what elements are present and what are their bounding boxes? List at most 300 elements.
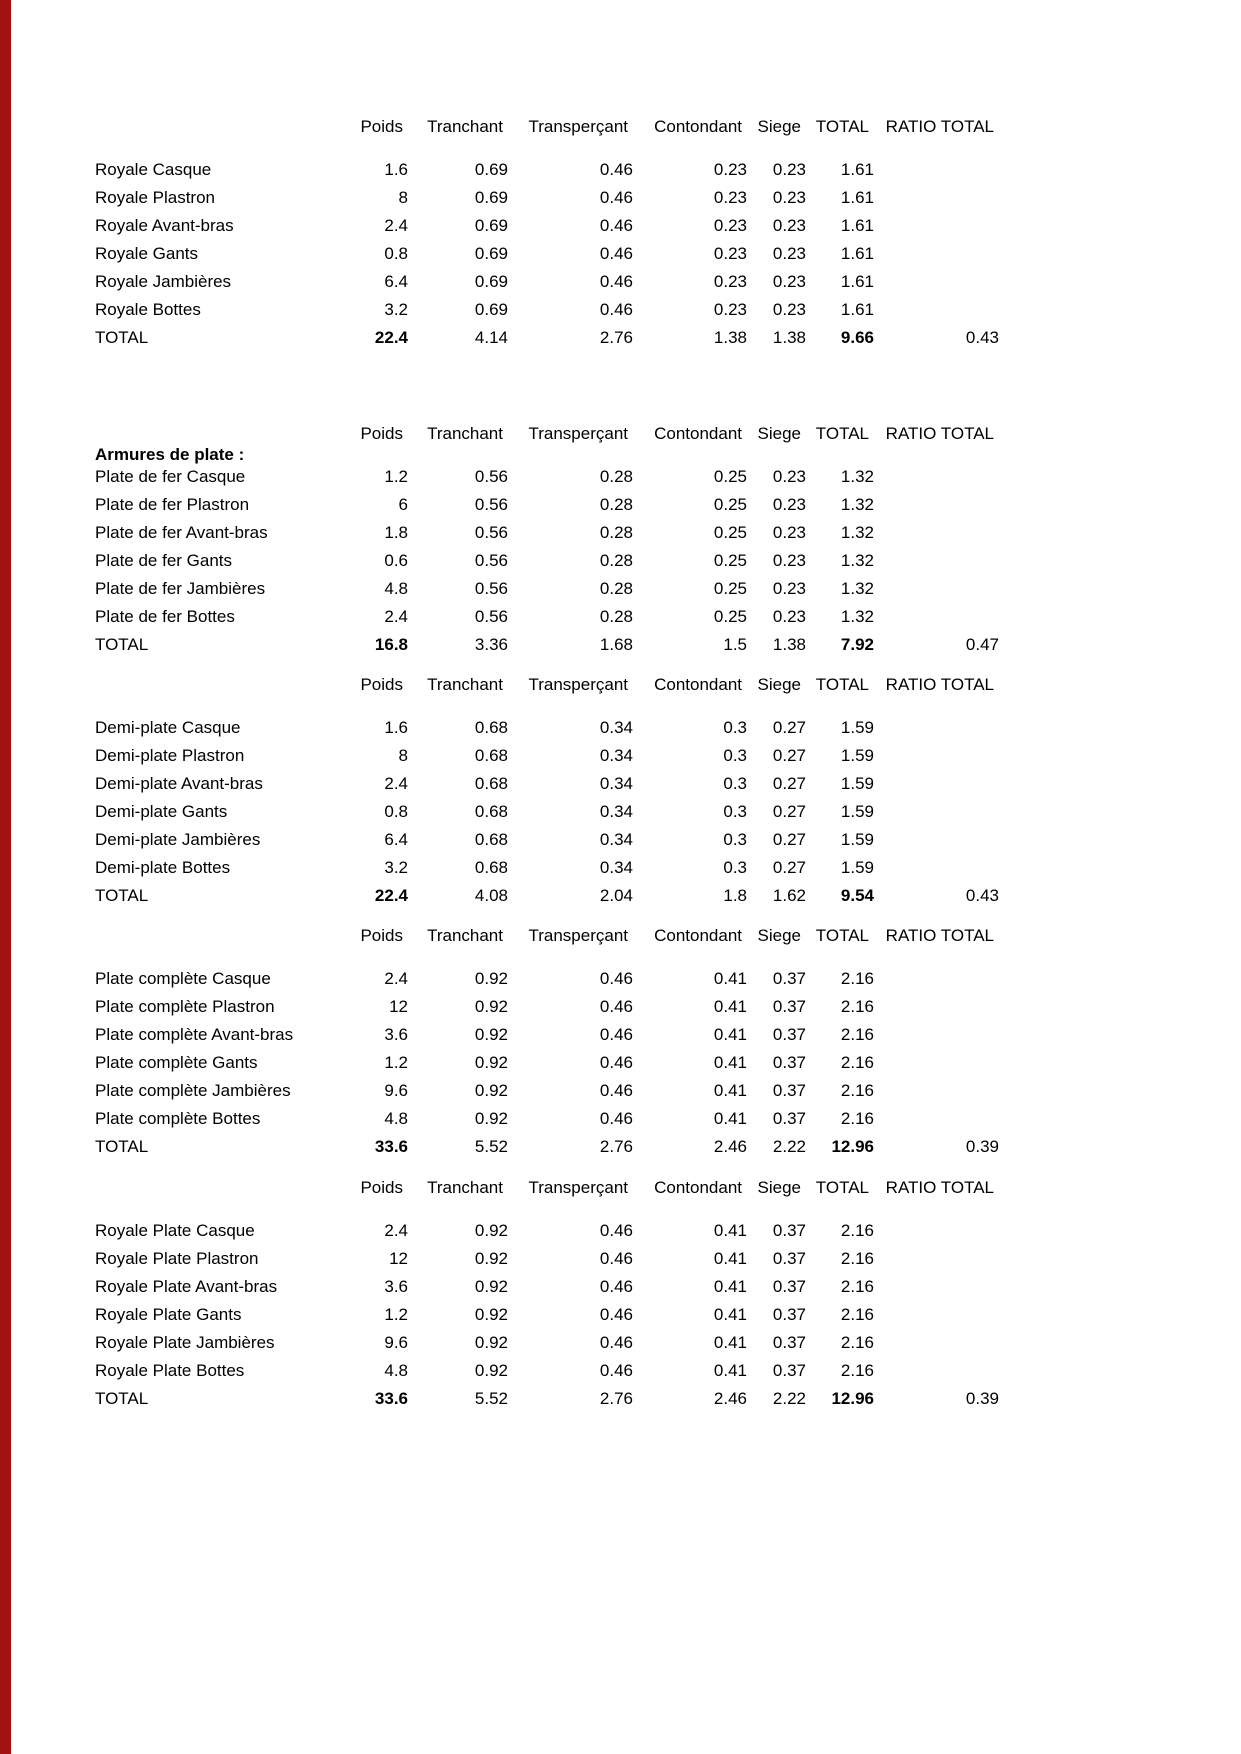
tranchant-cell: 0.92	[474, 997, 508, 1016]
column-header-total: TOTAL	[815, 675, 869, 694]
total-cell: 1.32	[840, 523, 874, 542]
ratio-total-cell	[874, 268, 999, 296]
siege-cell: 0.23	[772, 579, 806, 598]
total-row	[95, 1385, 999, 1413]
total-cell: 2.16	[840, 997, 874, 1016]
siege-cell: 0.27	[772, 718, 806, 737]
total-cell: 12.96	[831, 1137, 874, 1156]
row-label: Plate de fer Bottes	[95, 607, 235, 626]
ratio-total-cell	[874, 826, 999, 854]
total-cell: 1.61	[840, 160, 874, 179]
tranchant-cell: 0.56	[474, 579, 508, 598]
ratio-total-cell	[874, 742, 999, 770]
total-cell: 2.16	[840, 1221, 874, 1240]
table-row	[95, 463, 999, 491]
tranchant-cell: 0.92	[474, 1053, 508, 1072]
transpercant-cell: 0.46	[599, 1053, 633, 1072]
table-row	[95, 1105, 999, 1133]
total-cell: 1.61	[840, 216, 874, 235]
column-header-contondant: Contondant	[654, 675, 742, 694]
total-cell: 2.16	[840, 1053, 874, 1072]
total-cell: 1.32	[840, 579, 874, 598]
poids-cell: 2.4	[384, 216, 408, 235]
contondant-cell: 0.23	[713, 216, 747, 235]
column-header-contondant: Contondant	[654, 926, 742, 945]
tranchant-cell: 0.68	[474, 858, 508, 877]
contondant-cell: 0.41	[713, 997, 747, 1016]
tranchant-cell: 5.52	[474, 1389, 508, 1408]
tranchant-cell: 0.68	[474, 746, 508, 765]
sheet-content	[95, 0, 999, 1413]
ratio-total-cell	[874, 547, 999, 575]
total-cell: 2.16	[840, 1361, 874, 1380]
ratio-total-cell	[874, 575, 999, 603]
poids-cell: 2.4	[384, 1221, 408, 1240]
transpercant-cell: 0.46	[599, 300, 633, 319]
poids-cell: 22.4	[374, 328, 408, 347]
total-cell: 12.96	[831, 1389, 874, 1408]
siege-cell: 1.38	[772, 635, 806, 654]
total-row	[95, 1133, 999, 1161]
poids-cell: 4.8	[384, 579, 408, 598]
poids-cell: 1.6	[384, 718, 408, 737]
table-row	[95, 603, 999, 631]
column-header-total: TOTAL	[815, 926, 869, 945]
column-header-transpercant: Transperçant	[528, 926, 628, 945]
column-header-row	[95, 113, 999, 141]
tranchant-cell: 0.92	[474, 1333, 508, 1352]
transpercant-cell: 0.28	[599, 495, 633, 514]
column-header-poids: Poids	[360, 675, 403, 694]
table-row	[95, 1329, 999, 1357]
tranchant-cell: 0.68	[474, 830, 508, 849]
contondant-cell: 0.41	[713, 1053, 747, 1072]
row-label: TOTAL	[95, 1389, 149, 1408]
armor-table-royale-plate	[95, 1174, 999, 1413]
ratio-total-cell	[874, 1105, 999, 1133]
left-red-stripe	[0, 0, 11, 1754]
column-header-ratio-total: RATIO TOTAL	[885, 1178, 994, 1197]
ratio-total-cell: 0.39	[965, 1389, 999, 1408]
column-header-tranchant: Tranchant	[427, 926, 503, 945]
contondant-cell: 0.23	[713, 272, 747, 291]
total-cell: 2.16	[840, 1081, 874, 1100]
row-label: Royale Bottes	[95, 300, 201, 319]
section-label: Armures de plate :	[95, 445, 245, 464]
contondant-cell: 0.23	[713, 160, 747, 179]
transpercant-cell: 0.46	[599, 1333, 633, 1352]
row-label: Royale Gants	[95, 244, 198, 263]
poids-cell: 12	[389, 997, 408, 1016]
transpercant-cell: 0.46	[599, 216, 633, 235]
ratio-total-cell	[874, 1357, 999, 1385]
tranchant-cell: 4.14	[474, 328, 508, 347]
siege-cell: 0.23	[772, 523, 806, 542]
total-cell: 2.16	[840, 1249, 874, 1268]
contondant-cell: 1.8	[723, 886, 747, 905]
tranchant-cell: 0.92	[474, 1305, 508, 1324]
contondant-cell: 1.5	[723, 635, 747, 654]
table-row	[95, 156, 999, 184]
siege-cell: 1.62	[772, 886, 806, 905]
contondant-cell: 0.25	[713, 579, 747, 598]
siege-cell: 0.27	[772, 858, 806, 877]
total-cell: 2.16	[840, 1277, 874, 1296]
contondant-cell: 0.3	[723, 858, 747, 877]
poids-cell: 0.8	[384, 244, 408, 263]
poids-cell: 3.6	[384, 1277, 408, 1296]
row-label: Plate de fer Gants	[95, 551, 233, 570]
row-label: Royale Avant-bras	[95, 216, 234, 235]
transpercant-cell: 0.34	[599, 858, 633, 877]
column-header-siege: Siege	[757, 675, 801, 694]
poids-cell: 2.4	[384, 969, 408, 988]
row-label: Plate de fer Casque	[95, 467, 246, 486]
table-rows	[95, 714, 999, 910]
tranchant-cell: 0.69	[474, 272, 508, 291]
total-cell: 1.32	[840, 607, 874, 626]
ratio-total-cell	[874, 1245, 999, 1273]
poids-cell: 1.2	[384, 1305, 408, 1324]
tranchant-cell: 0.56	[474, 523, 508, 542]
section-label-row	[95, 1202, 999, 1217]
total-cell: 9.54	[840, 886, 874, 905]
poids-cell: 33.6	[374, 1137, 408, 1156]
poids-cell: 8	[398, 188, 408, 207]
column-header-siege: Siege	[757, 926, 801, 945]
table-row	[95, 854, 999, 882]
column-header-transpercant: Transperçant	[528, 675, 628, 694]
table-row	[95, 519, 999, 547]
row-label: Royale Plate Avant-bras	[95, 1277, 278, 1296]
poids-cell: 9.6	[384, 1081, 408, 1100]
tranchant-cell: 0.92	[474, 1361, 508, 1380]
transpercant-cell: 0.28	[599, 467, 633, 486]
contondant-cell: 0.25	[713, 467, 747, 486]
ratio-total-cell: 0.43	[965, 886, 999, 905]
row-label: Plate complète Plastron	[95, 997, 275, 1016]
row-label: Plate complète Casque	[95, 969, 271, 988]
row-label: TOTAL	[95, 635, 149, 654]
siege-cell: 0.37	[772, 1277, 806, 1296]
siege-cell: 0.37	[772, 997, 806, 1016]
transpercant-cell: 0.34	[599, 802, 633, 821]
column-header-total: TOTAL	[815, 424, 869, 443]
table-row	[95, 212, 999, 240]
tranchant-cell: 0.56	[474, 551, 508, 570]
table-row	[95, 1273, 999, 1301]
tranchant-cell: 4.08	[474, 886, 508, 905]
row-label: Royale Plate Plastron	[95, 1249, 259, 1268]
siege-cell: 0.37	[772, 969, 806, 988]
siege-cell: 2.22	[772, 1389, 806, 1408]
table-row	[95, 826, 999, 854]
siege-cell: 0.37	[772, 1221, 806, 1240]
ratio-total-cell	[874, 770, 999, 798]
column-header-siege: Siege	[757, 117, 801, 136]
ratio-total-cell	[874, 714, 999, 742]
table-row	[95, 1049, 999, 1077]
table-rows	[95, 463, 999, 659]
siege-cell: 0.37	[772, 1333, 806, 1352]
ratio-total-cell	[874, 491, 999, 519]
row-label: Royale Plastron	[95, 188, 216, 207]
transpercant-cell: 0.28	[599, 607, 633, 626]
table-row	[95, 1301, 999, 1329]
tranchant-cell: 0.92	[474, 1025, 508, 1044]
row-label: Demi-plate Avant-bras	[95, 774, 263, 793]
ratio-total-cell	[874, 212, 999, 240]
siege-cell: 0.27	[772, 802, 806, 821]
total-cell: 2.16	[840, 969, 874, 988]
total-cell: 1.61	[840, 188, 874, 207]
column-header-tranchant: Tranchant	[427, 117, 503, 136]
tranchant-cell: 0.69	[474, 160, 508, 179]
total-cell: 1.61	[840, 272, 874, 291]
table-row	[95, 1245, 999, 1273]
column-header-transpercant: Transperçant	[528, 1178, 628, 1197]
armor-table-plate-complete	[95, 922, 999, 1161]
row-label: TOTAL	[95, 328, 149, 347]
ratio-total-cell	[874, 240, 999, 268]
poids-cell: 16.8	[374, 635, 408, 654]
total-cell: 2.16	[840, 1025, 874, 1044]
tranchant-cell: 0.68	[474, 718, 508, 737]
contondant-cell: 0.41	[713, 1333, 747, 1352]
row-label: Demi-plate Plastron	[95, 746, 245, 765]
transpercant-cell: 0.46	[599, 1081, 633, 1100]
row-label: Royale Casque	[95, 160, 212, 179]
contondant-cell: 0.25	[713, 495, 747, 514]
ratio-total-cell	[874, 1077, 999, 1105]
transpercant-cell: 0.34	[599, 746, 633, 765]
column-header-tranchant: Tranchant	[427, 424, 503, 443]
table-row	[95, 1357, 999, 1385]
tranchant-cell: 0.92	[474, 969, 508, 988]
table-row	[95, 1021, 999, 1049]
column-header-ratio-total: RATIO TOTAL	[885, 117, 994, 136]
siege-cell: 0.23	[772, 467, 806, 486]
contondant-cell: 0.41	[713, 1221, 747, 1240]
transpercant-cell: 1.68	[599, 635, 633, 654]
transpercant-cell: 0.46	[599, 1305, 633, 1324]
total-cell: 1.61	[840, 300, 874, 319]
transpercant-cell: 0.46	[599, 244, 633, 263]
table-row	[95, 491, 999, 519]
contondant-cell: 0.41	[713, 1249, 747, 1268]
ratio-total-cell: 0.39	[965, 1137, 999, 1156]
tranchant-cell: 0.92	[474, 1081, 508, 1100]
section-label-row	[95, 445, 999, 464]
poids-cell: 6.4	[384, 272, 408, 291]
tranchant-cell: 0.92	[474, 1221, 508, 1240]
column-header-row	[95, 671, 999, 699]
row-label: Demi-plate Jambières	[95, 830, 261, 849]
ratio-total-cell	[874, 854, 999, 882]
transpercant-cell: 2.76	[599, 1137, 633, 1156]
siege-cell: 0.23	[772, 607, 806, 626]
column-header-poids: Poids	[360, 926, 403, 945]
ratio-total-cell	[874, 1217, 999, 1245]
total-cell: 1.59	[840, 858, 874, 877]
poids-cell: 4.8	[384, 1109, 408, 1128]
table-row	[95, 184, 999, 212]
transpercant-cell: 0.34	[599, 718, 633, 737]
tranchant-cell: 0.56	[474, 607, 508, 626]
contondant-cell: 0.3	[723, 774, 747, 793]
column-header-tranchant: Tranchant	[427, 675, 503, 694]
contondant-cell: 1.38	[713, 328, 747, 347]
siege-cell: 0.37	[772, 1025, 806, 1044]
column-header-contondant: Contondant	[654, 117, 742, 136]
column-header-ratio-total: RATIO TOTAL	[885, 675, 994, 694]
contondant-cell: 0.23	[713, 188, 747, 207]
tranchant-cell: 5.52	[474, 1137, 508, 1156]
ratio-total-cell	[874, 1301, 999, 1329]
poids-cell: 0.6	[384, 551, 408, 570]
contondant-cell: 0.41	[713, 969, 747, 988]
ratio-total-cell	[874, 993, 999, 1021]
total-cell: 1.61	[840, 244, 874, 263]
table-row	[95, 268, 999, 296]
column-header-transpercant: Transperçant	[528, 117, 628, 136]
tranchant-cell: 3.36	[474, 635, 508, 654]
siege-cell: 0.37	[772, 1249, 806, 1268]
siege-cell: 0.37	[772, 1305, 806, 1324]
armor-table-demi-plate	[95, 671, 999, 910]
poids-cell: 6	[398, 495, 408, 514]
contondant-cell: 0.3	[723, 830, 747, 849]
row-label: Plate de fer Jambières	[95, 579, 266, 598]
ratio-total-cell	[874, 519, 999, 547]
tranchant-cell: 0.68	[474, 774, 508, 793]
column-header-siege: Siege	[757, 1178, 801, 1197]
siege-cell: 0.37	[772, 1081, 806, 1100]
total-cell: 1.32	[840, 495, 874, 514]
poids-cell: 33.6	[374, 1389, 408, 1408]
ratio-total-cell	[874, 156, 999, 184]
total-cell: 1.59	[840, 746, 874, 765]
siege-cell: 0.37	[772, 1053, 806, 1072]
siege-cell: 0.37	[772, 1361, 806, 1380]
column-header-poids: Poids	[360, 424, 403, 443]
contondant-cell: 0.3	[723, 746, 747, 765]
contondant-cell: 2.46	[713, 1389, 747, 1408]
total-cell: 2.16	[840, 1305, 874, 1324]
row-label: Plate complète Gants	[95, 1053, 258, 1072]
siege-cell: 0.23	[772, 551, 806, 570]
total-row	[95, 324, 999, 352]
total-cell: 1.59	[840, 718, 874, 737]
transpercant-cell: 0.46	[599, 1221, 633, 1240]
ratio-total-cell	[874, 463, 999, 491]
row-label: Royale Plate Gants	[95, 1305, 242, 1324]
siege-cell: 0.27	[772, 774, 806, 793]
transpercant-cell: 0.28	[599, 551, 633, 570]
ratio-total-cell: 0.43	[965, 328, 999, 347]
siege-cell: 0.27	[772, 746, 806, 765]
poids-cell: 3.6	[384, 1025, 408, 1044]
section-label-row	[95, 699, 999, 714]
transpercant-cell: 0.46	[599, 1109, 633, 1128]
row-label: Demi-plate Bottes	[95, 858, 231, 877]
contondant-cell: 0.41	[713, 1109, 747, 1128]
row-label: Royale Plate Jambières	[95, 1333, 275, 1352]
column-header-poids: Poids	[360, 1178, 403, 1197]
table-rows	[95, 965, 999, 1161]
table-rows	[95, 156, 999, 352]
contondant-cell: 0.41	[713, 1361, 747, 1380]
row-label: Plate de fer Avant-bras	[95, 523, 268, 542]
total-cell: 1.32	[840, 467, 874, 486]
table-row	[95, 547, 999, 575]
poids-cell: 3.2	[384, 300, 408, 319]
siege-cell: 0.23	[772, 495, 806, 514]
row-label: TOTAL	[95, 886, 149, 905]
tranchant-cell: 0.92	[474, 1109, 508, 1128]
siege-cell: 0.23	[772, 244, 806, 263]
contondant-cell: 0.3	[723, 802, 747, 821]
column-header-contondant: Contondant	[654, 1178, 742, 1197]
ratio-total-cell	[874, 184, 999, 212]
ratio-total-cell	[874, 1273, 999, 1301]
poids-cell: 2.4	[384, 774, 408, 793]
transpercant-cell: 0.46	[599, 188, 633, 207]
contondant-cell: 0.3	[723, 718, 747, 737]
tranchant-cell: 0.69	[474, 244, 508, 263]
poids-cell: 4.8	[384, 1361, 408, 1380]
column-header-row	[95, 1174, 999, 1202]
contondant-cell: 0.25	[713, 551, 747, 570]
transpercant-cell: 0.46	[599, 969, 633, 988]
transpercant-cell: 0.34	[599, 774, 633, 793]
row-label: Plate complète Avant-bras	[95, 1025, 294, 1044]
transpercant-cell: 0.46	[599, 1249, 633, 1268]
poids-cell: 1.2	[384, 467, 408, 486]
transpercant-cell: 0.46	[599, 1277, 633, 1296]
contondant-cell: 0.41	[713, 1305, 747, 1324]
column-header-tranchant: Tranchant	[427, 1178, 503, 1197]
transpercant-cell: 0.46	[599, 997, 633, 1016]
column-header-ratio-total: RATIO TOTAL	[885, 926, 994, 945]
table-row	[95, 575, 999, 603]
section-label-row	[95, 141, 999, 156]
table-row	[95, 714, 999, 742]
siege-cell: 0.23	[772, 216, 806, 235]
table-row	[95, 296, 999, 324]
transpercant-cell: 0.28	[599, 523, 633, 542]
armor-table-plate-de-fer	[95, 420, 999, 659]
total-row	[95, 882, 999, 910]
ratio-total-cell	[874, 1049, 999, 1077]
tranchant-cell: 0.69	[474, 188, 508, 207]
ratio-total-cell	[874, 1329, 999, 1357]
table-row	[95, 798, 999, 826]
contondant-cell: 0.23	[713, 300, 747, 319]
poids-cell: 0.8	[384, 802, 408, 821]
row-label: Royale Plate Casque	[95, 1221, 255, 1240]
total-cell: 1.59	[840, 830, 874, 849]
column-header-total: TOTAL	[815, 117, 869, 136]
row-label: Demi-plate Casque	[95, 718, 241, 737]
contondant-cell: 0.23	[713, 244, 747, 263]
row-label: Royale Plate Bottes	[95, 1361, 245, 1380]
table-row	[95, 1217, 999, 1245]
siege-cell: 0.23	[772, 188, 806, 207]
transpercant-cell: 0.46	[599, 1361, 633, 1380]
tranchant-cell: 0.56	[474, 467, 508, 486]
poids-cell: 1.6	[384, 160, 408, 179]
